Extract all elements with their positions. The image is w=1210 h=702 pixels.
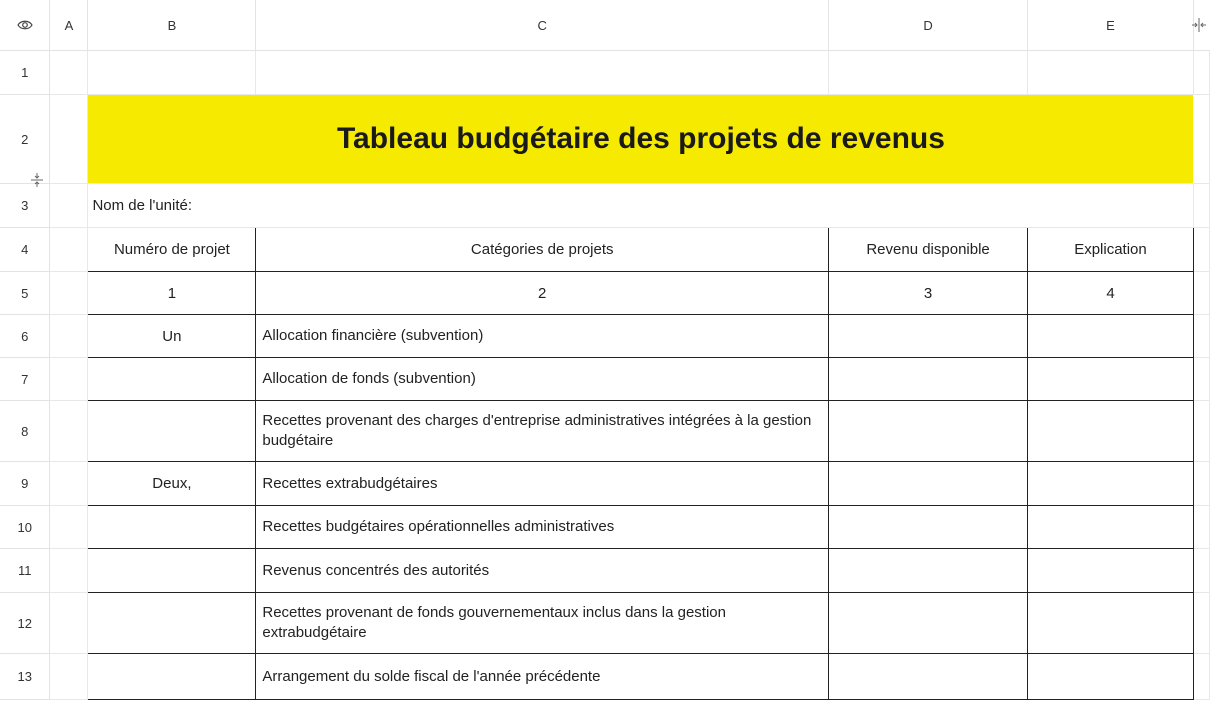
cell-a11[interactable]: [50, 549, 88, 593]
index-cell-4[interactable]: 4: [1028, 272, 1194, 315]
available-income-cell[interactable]: [829, 506, 1028, 549]
row-header-3[interactable]: 3: [0, 184, 50, 228]
header-project-number[interactable]: Numéro de projet: [88, 228, 256, 272]
explanation-cell[interactable]: [1028, 506, 1194, 549]
cell-f13[interactable]: [1193, 654, 1209, 700]
explanation-cell[interactable]: [1028, 401, 1194, 462]
project-number-cell[interactable]: [88, 358, 256, 401]
cell-f1[interactable]: [1193, 51, 1209, 95]
cell-f8[interactable]: [1193, 401, 1209, 462]
cell-f3[interactable]: [1193, 184, 1209, 228]
cell-f9[interactable]: [1193, 462, 1209, 506]
column-header-d[interactable]: D: [829, 0, 1028, 51]
row-header-13[interactable]: 13: [0, 654, 50, 700]
explanation-cell[interactable]: [1028, 358, 1194, 401]
cell-a7[interactable]: [50, 358, 88, 401]
cell-d1[interactable]: [829, 51, 1028, 95]
header-explanation[interactable]: Explication: [1028, 228, 1194, 272]
row-header-12[interactable]: 12: [0, 593, 50, 654]
explanation-cell[interactable]: [1028, 315, 1194, 358]
eye-icon[interactable]: [17, 17, 33, 33]
unit-name-label[interactable]: Nom de l'unité:: [88, 184, 1194, 228]
available-income-cell[interactable]: [829, 401, 1028, 462]
cell-a10[interactable]: [50, 506, 88, 549]
row-header-7[interactable]: 7: [0, 358, 50, 401]
available-income-cell[interactable]: [829, 549, 1028, 593]
row-header-6[interactable]: 6: [0, 315, 50, 358]
project-category-cell[interactable]: Revenus concentrés des autorités: [256, 549, 829, 593]
index-cell-1[interactable]: 1: [88, 272, 256, 315]
cell-f4[interactable]: [1193, 228, 1209, 272]
header-available-income[interactable]: Revenu disponible: [829, 228, 1028, 272]
index-cell-3[interactable]: 3: [829, 272, 1028, 315]
cell-c1[interactable]: [256, 51, 829, 95]
project-number-cell[interactable]: Deux,: [88, 462, 256, 506]
project-category-cell[interactable]: Allocation financière (subvention): [256, 315, 829, 358]
available-income-cell[interactable]: [829, 462, 1028, 506]
project-number-cell[interactable]: [88, 401, 256, 462]
row-header-2[interactable]: 2: [0, 95, 50, 184]
row-resize-icon[interactable]: [30, 172, 44, 188]
available-income-cell[interactable]: [829, 315, 1028, 358]
index-cell-2[interactable]: 2: [256, 272, 829, 315]
cell-a9[interactable]: [50, 462, 88, 506]
column-resize-icon[interactable]: [1190, 16, 1208, 34]
available-income-cell[interactable]: [829, 358, 1028, 401]
project-category-cell[interactable]: Arrangement du solde fiscal de l'année précédente: [256, 654, 829, 700]
cell-f12[interactable]: [1193, 593, 1209, 654]
project-number-cell[interactable]: [88, 593, 256, 654]
row-header-4[interactable]: 4: [0, 228, 50, 272]
cell-e1[interactable]: [1028, 51, 1194, 95]
row-header-5[interactable]: 5: [0, 272, 50, 315]
cell-f2[interactable]: [1193, 95, 1209, 184]
project-number-cell[interactable]: [88, 506, 256, 549]
cell-a1[interactable]: [50, 51, 88, 95]
cell-f5[interactable]: [1193, 272, 1209, 315]
explanation-cell[interactable]: [1028, 462, 1194, 506]
cell-a2[interactable]: [50, 95, 88, 184]
cell-f7[interactable]: [1193, 358, 1209, 401]
cell-a12[interactable]: [50, 593, 88, 654]
cell-a3[interactable]: [50, 184, 88, 228]
header-project-categories[interactable]: Catégories de projets: [256, 228, 829, 272]
explanation-cell[interactable]: [1028, 549, 1194, 593]
cell-a4[interactable]: [50, 228, 88, 272]
cell-f6[interactable]: [1193, 315, 1209, 358]
row-header-11[interactable]: 11: [0, 549, 50, 593]
column-header-c[interactable]: C: [256, 0, 829, 51]
cell-a13[interactable]: [50, 654, 88, 700]
available-income-cell[interactable]: [829, 593, 1028, 654]
cell-a8[interactable]: [50, 401, 88, 462]
explanation-cell[interactable]: [1028, 654, 1194, 700]
project-category-cell[interactable]: Recettes extrabudgétaires: [256, 462, 829, 506]
cell-a5[interactable]: [50, 272, 88, 315]
row-header-8[interactable]: 8: [0, 401, 50, 462]
project-number-cell[interactable]: [88, 654, 256, 700]
cell-b1[interactable]: [88, 51, 256, 95]
project-category-cell[interactable]: Allocation de fonds (subvention): [256, 358, 829, 401]
cell-f10[interactable]: [1193, 506, 1209, 549]
cell-a6[interactable]: [50, 315, 88, 358]
explanation-cell[interactable]: [1028, 593, 1194, 654]
available-income-cell[interactable]: [829, 654, 1028, 700]
column-header-a[interactable]: A: [50, 0, 88, 51]
project-number-cell[interactable]: [88, 549, 256, 593]
project-category-cell[interactable]: Recettes provenant des charges d'entreprise administratives intégrées à la gestion budgétaire: [256, 401, 829, 462]
row-header-1[interactable]: 1: [0, 51, 50, 95]
column-header-b[interactable]: B: [88, 0, 256, 51]
column-header-e[interactable]: E: [1028, 0, 1194, 51]
project-category-cell[interactable]: Recettes budgétaires opérationnelles administratives: [256, 506, 829, 549]
row-header-10[interactable]: 10: [0, 506, 50, 549]
table-title[interactable]: Tableau budgétaire des projets de revenus: [88, 95, 1194, 184]
project-number-cell[interactable]: Un: [88, 315, 256, 358]
select-all-corner[interactable]: [0, 0, 50, 51]
row-header-9[interactable]: 9: [0, 462, 50, 506]
project-category-cell[interactable]: Recettes provenant de fonds gouvernementaux inclus dans la gestion extrabudgétaire: [256, 593, 829, 654]
cell-f11[interactable]: [1193, 549, 1209, 593]
